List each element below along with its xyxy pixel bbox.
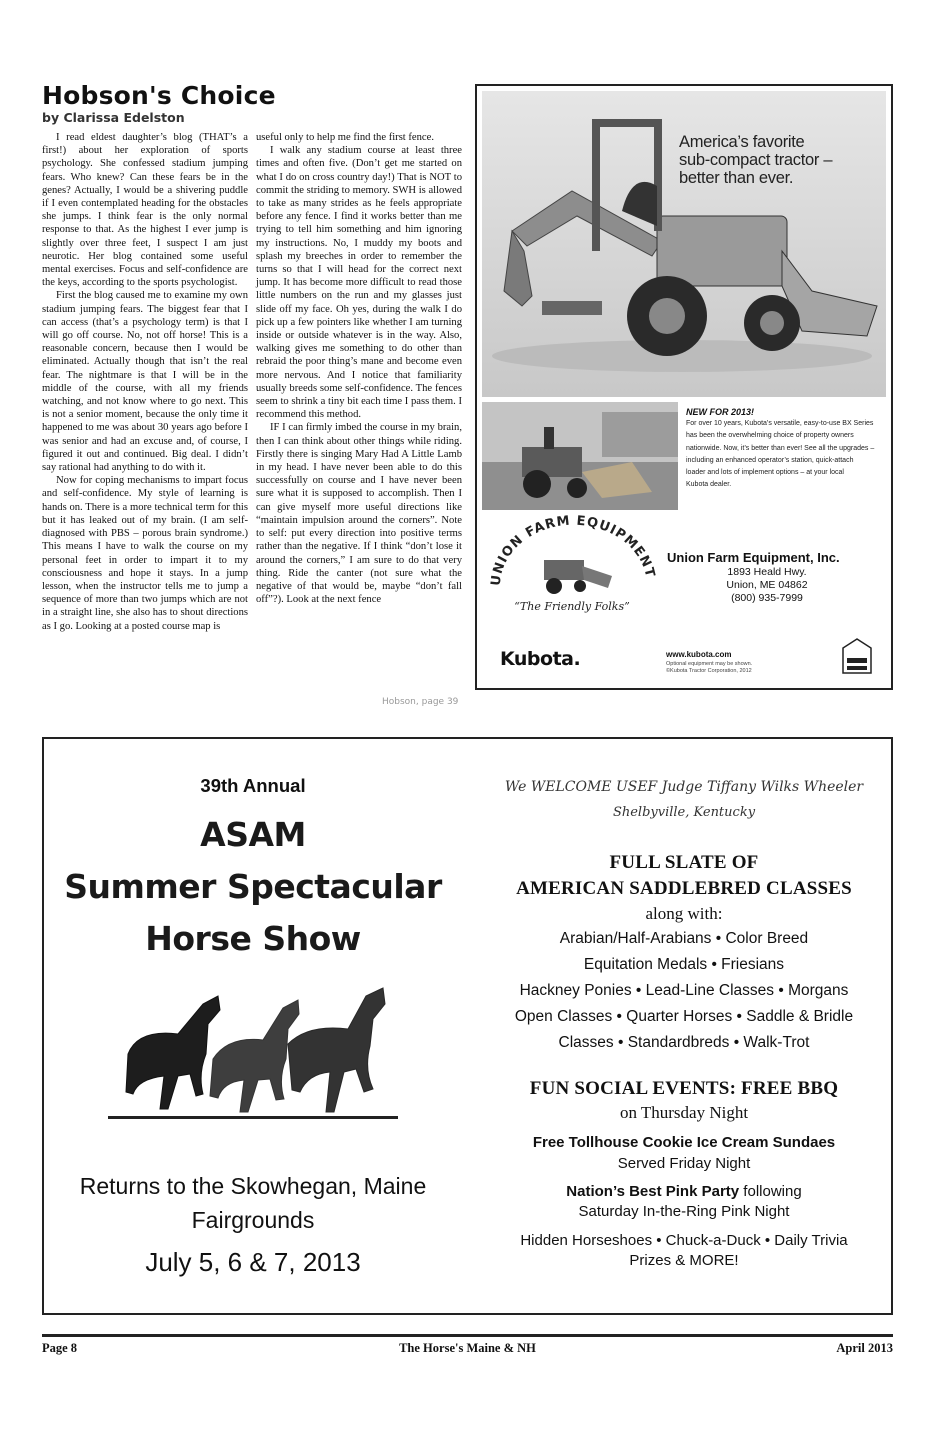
bbq-night: on Thursday Night (619, 1103, 749, 1122)
paragraph: First the blog caused me to examine my own stadium jumping fears. The biggest fear that I can access (that’s a psychology term) is that I will go off course. No, not off horse! This is a reasonable concern, because then I would be eliminated. Actually though that isn’t the real fear. The nightmare is that I will be in the middle of the course, with all my friends watching, and not know where to go next. This is not a senior moment, because the only time it happened to me was about 30 years ago before I was senior and had an excuse and, of course, I figured it out and continued. Big deal. I didn’t say rational had anything to do with it. (42, 290, 248, 474)
location-text: Returns to the Skowhegan, Maine Fairgrounds (79, 1173, 427, 1233)
kubota-description: For over 10 years, Kubota’s versatile, easy-to-use BX Series has been the overwhelming choice of property owners nationwide. Now, it’s better than ever! See all the upgrades – including an enhanced operator’s station, quick-attach loader and lots of implement options – at your local Kubota dealer. (686, 420, 875, 489)
extras-line: Prizes & MORE! (629, 1252, 739, 1269)
page-number: Page 8 (42, 1341, 78, 1355)
asam-horse-show-ad (42, 737, 893, 1315)
show-title-asam: ASAM (200, 815, 306, 854)
paragraph: useful only to help me find the first fence. (256, 132, 434, 143)
annual-label: 39th Annual (200, 775, 306, 796)
kubota-logo: Kubota. (500, 648, 581, 670)
kubota-detail-row (482, 402, 886, 510)
along-with: along with: (645, 904, 723, 923)
paragraph: IF I can firmly imbed the course in my brain, then I can think about other things while riding. Firstly there is singing Mary Had A Little Lamb in my head. I have never been able to do this successfully on course and I have never been sure what it is supposed to accomplish. Then I can give myself more useful directions like “maintain impulsion around the corners”. Note to self: put every direction into positive terms rather than the negative. If I think “don’t lose it around the corners,” I am sure to do that very thing. Ride the canter (not sure what the negative of that would be, maybe “don’t fall off”?). Look at the next fence (256, 422, 462, 606)
paragraph: I read eldest daughter’s blog (THAT’s a first!) about her exploration of sports psychology. She confessed stadium jumping fears. Who knew? Can these fears be in the genes? Actually, I would be a shivering puddle if I even contemplated heading for the obstacles she jumps. I think fear is the only normal response to that. As the highest I ever jump is slightly over three feet, I suspect I am just neurotic. Her blog contained some useful mental exercises. Focus and self-confidence are the keys, according to the sports psychologist. (42, 132, 248, 289)
tractor-hero-image (482, 91, 886, 397)
saddlebred-horses-icon (108, 984, 398, 1134)
kubota-url[interactable]: www.kubota.com (666, 650, 732, 659)
pink-night: Saturday In-the-Ring Pink Night (578, 1203, 790, 1220)
show-title-horse-show: Horse Show (145, 919, 361, 958)
asam-left-panel (44, 739, 462, 1313)
class-list-line: Classes • Standardbreds • Walk-Trot (558, 1034, 810, 1051)
class-list-line: Arabian/Half-Arabians • Color Breed (559, 930, 809, 947)
dealer-phone: (800) 935-7999 (731, 592, 803, 604)
tractor-photo (482, 402, 678, 510)
new-for-2013: NEW FOR 2013! (686, 407, 755, 417)
paragraph: I walk any stadium course at least three times and often five. (Don’t get me started on what I do on cross country day!) That is NOT to commit the striding to memory. SWH is allowed to take as many strides as he feels appropriate before any fence. I find it works better than me trying to tell him something and him ignoring my instructions. No, I muddy my boots and splash my breeches in order to remember the turns so that I will head for the correct next jump. It has become more difficult to read those little numbers on the run and my glasses just slide off my face. Oh yes, during the walk I do pick up a few pointers like whether I am turning inside or outside whatever is in the way. Also, walking gives me something to do other than rebraid the poor thing’s mane and become even more nervous. And I notice that familiarity usually breeds some self-confidence. The fences seem to shrink a tiny bit each time I pass them. I recommend this method. (256, 145, 462, 421)
kubota-fine-print: Optional equipment may be shown. ©Kubota Tractor Corporation, 2012 (666, 661, 753, 674)
social-events-heading: FUN SOCIAL EVENTS: FREE BBQ (529, 1078, 839, 1099)
saddlebred-classes-heading: AMERICAN SADDLEBRED CLASSES (516, 878, 852, 899)
svg-text:“The Friendly Folks”: “The Friendly Folks” (514, 600, 630, 613)
full-slate-heading: FULL SLATE OF (609, 852, 759, 873)
judge-location: Shelbyville, Kentucky (612, 805, 756, 820)
tractor-field-icon (482, 402, 678, 510)
dealer-block (482, 514, 886, 616)
publication-name: The Horse's Maine & NH (399, 1341, 536, 1355)
dealer-name: Union Farm Equipment, Inc. (667, 550, 840, 565)
article-columns (42, 131, 462, 633)
show-title-summer-spectacular: Summer Spectacular (64, 867, 442, 906)
dealer-address-2: Union, ME 04862 (726, 579, 808, 591)
sundaes-event: Free Tollhouse Cookie Ice Cream Sundaes (532, 1134, 836, 1151)
continued-on-page: Hobson, page 39 (382, 697, 459, 707)
footer-rule (42, 1334, 893, 1337)
issue-date: April 2013 (836, 1341, 893, 1355)
article-column-1 (42, 131, 248, 633)
paragraph: Now for coping mechanisms to impart focus and self-confidence. My style of learning is hands on. There is a more technical term for this but it has leaked out of my brain. (I am self-diagnosed with PBS – porous brain syndrome.) This means I have to walk the course on my personal feet in order to impart it to my consciousness and hope it stays. In a jump lesson, when the instructor tells me to jump a sequence of more than two jumps which are not in a straight line, she also has to shout directions as I go. Looking at a posted course map is (42, 475, 248, 632)
union-farm-logo (482, 514, 662, 616)
extras-line: Hidden Horseshoes • Chuck-a-Duck • Daily Trivia (520, 1232, 848, 1249)
article-byline: by Clarissa Edelston (42, 110, 185, 125)
article-headline: Hobson's Choice (42, 81, 276, 110)
svg-text:UNION FARM EQUIPMENT: UNION FARM EQUIPMENT (488, 514, 658, 587)
class-list-line: Hackney Ponies • Lead-Line Classes • Morgans (519, 982, 849, 999)
class-list-line: Equitation Medals • Friesians (583, 956, 785, 973)
judge-welcome: We WELCOME USEF Judge Tiffany Wilks Wheeler (504, 779, 864, 795)
show-dates: July 5, 6 & 7, 2013 (145, 1247, 361, 1277)
dealer-address-1: 1893 Heald Hwy. (727, 566, 807, 578)
safety-badge-icon (842, 638, 872, 674)
article-column-2 (256, 131, 462, 633)
kubota-tagline: America’s favorite sub-compact tractor – better than ever. (679, 133, 833, 187)
kubota-advertisement (475, 84, 893, 690)
kubota-footer (482, 620, 886, 686)
article (42, 82, 462, 633)
pink-party: Nation’s Best Pink Party following (566, 1183, 802, 1200)
asam-right-panel (474, 739, 894, 1313)
class-list-line: Open Classes • Quarter Horses • Saddle & Bridle (514, 1008, 854, 1025)
sundaes-night: Served Friday Night (617, 1155, 751, 1172)
kubota-new-info (682, 402, 886, 510)
